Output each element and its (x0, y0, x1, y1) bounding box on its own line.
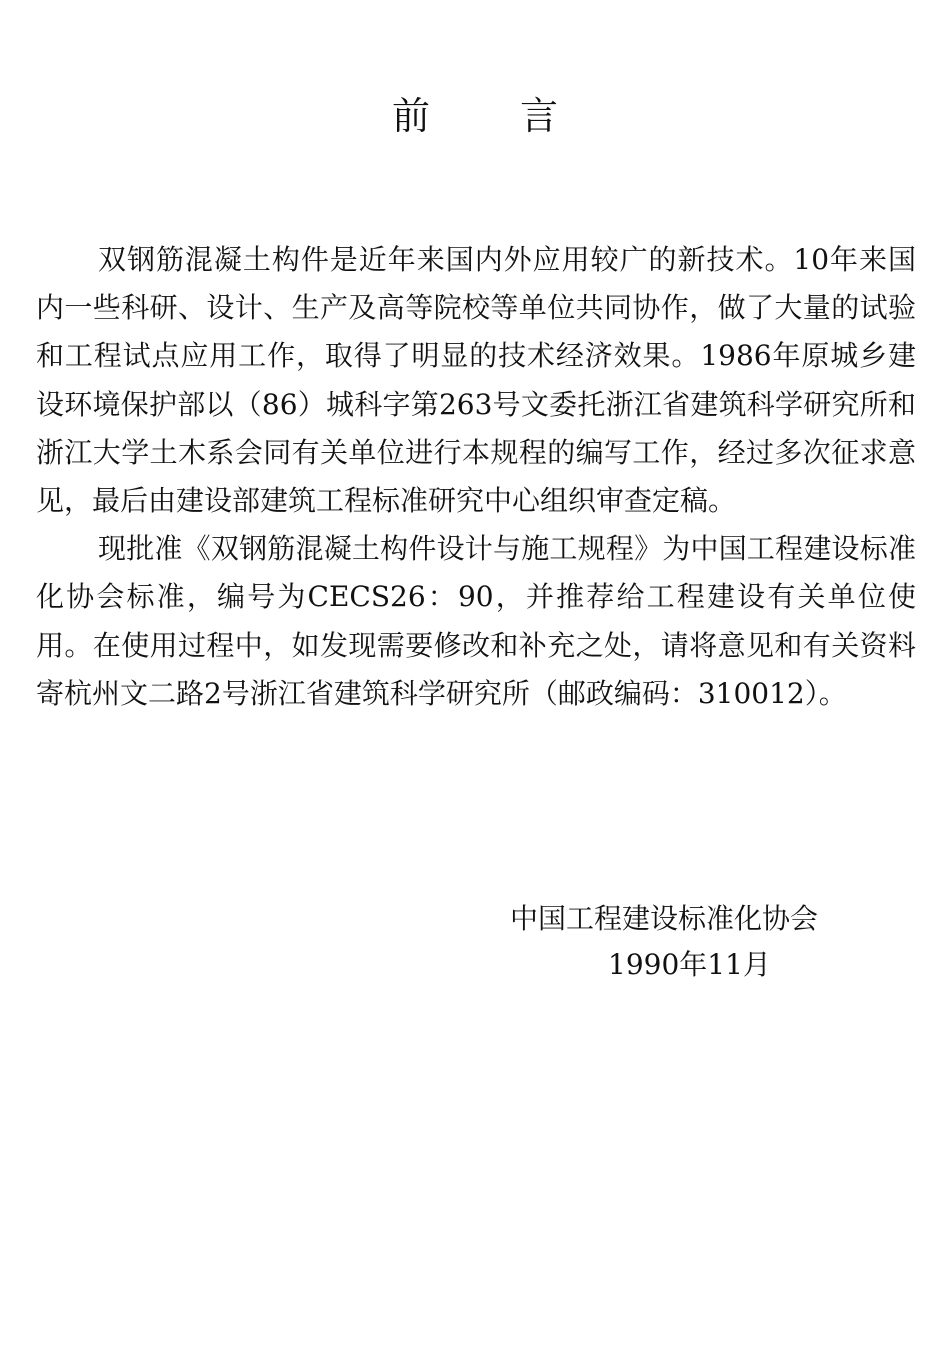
preface-body (36, 236, 916, 718)
title-char-1: 前 (391, 94, 430, 138)
page-title (0, 90, 950, 142)
preface-paragraph-1: 双钢筋混凝土构件是近年来国内外应用较广的新技术。10年来国内一些科研、设计、生产及高等院校等单位共同协作，做了大量的试验和工程试点应用工作，取得了明显的技术经济效果。1986年原城乡建设环境保护部以（86）城科字第263号文委托浙江省建筑科学研究所和浙江大学土木系会同有关单位进行本规程的编写工作，经过多次征求意见，最后由建设部建筑工程标准研究中心组织审查定稿。 (36, 243, 916, 518)
signature-date: 1990年11月 (608, 948, 771, 981)
signature-block (510, 896, 910, 988)
signature-organization: 中国工程建设标准化协会 (510, 902, 819, 935)
title-char-2: 言 (520, 94, 559, 138)
preface-paragraph-2: 现批准《双钢筋混凝土构件设计与施工规程》为中国工程建设标准化协会标准，编号为CECS26：90，并推荐给工程建设有关单位使用。在使用过程中，如发现需要修改和补充之处，请将意见和有关资料寄杭州文二路2号浙江省建筑科学研究所（邮政编码：310012）。 (36, 532, 916, 710)
